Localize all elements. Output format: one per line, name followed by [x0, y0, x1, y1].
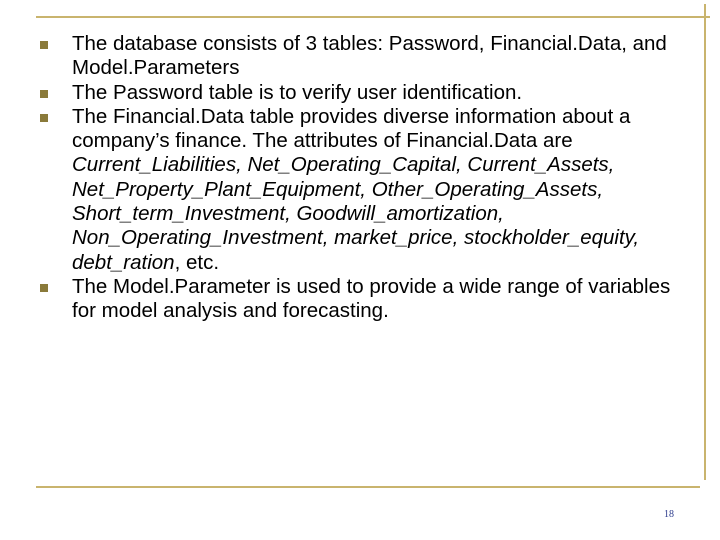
bullet-list [36, 32, 696, 324]
bullet-text-end: , etc. [174, 250, 220, 274]
right-rule [704, 4, 706, 480]
square-bullet-icon [40, 284, 48, 292]
square-bullet-icon [40, 90, 48, 98]
square-bullet-icon [40, 41, 48, 49]
attribute-list: Current_Liabilities, Net_Operating_Capital, Current_Assets, Net_Property_Plant_Equipment, Other_Operating_Assets, Short_term_Investment, Goodwill_amortization, Non_Operating_Investment, market_price, stockholder_equity, debt_ration [72, 153, 640, 274]
bullet-item [36, 32, 696, 81]
bullet-text: The Model.Parameter is used to provide a wide range of variables for model analysis and forecasting. [72, 274, 671, 323]
square-bullet-icon [40, 114, 48, 122]
bullet-text: The database consists of 3 tables: Password, Financial.Data, and Model.Parameters [72, 32, 667, 80]
bullet-item [36, 275, 696, 324]
bullet-item [36, 105, 696, 275]
bottom-rule [36, 486, 700, 488]
bullet-text: The Financial.Data table provides diverse information about a company’s finance. The attributes of Financial.Data are [72, 104, 631, 153]
top-rule [36, 16, 710, 18]
bullet-text: The Password table is to verify user identification. [72, 80, 523, 104]
page-number: 18 [664, 509, 674, 520]
bullet-item [36, 81, 696, 105]
